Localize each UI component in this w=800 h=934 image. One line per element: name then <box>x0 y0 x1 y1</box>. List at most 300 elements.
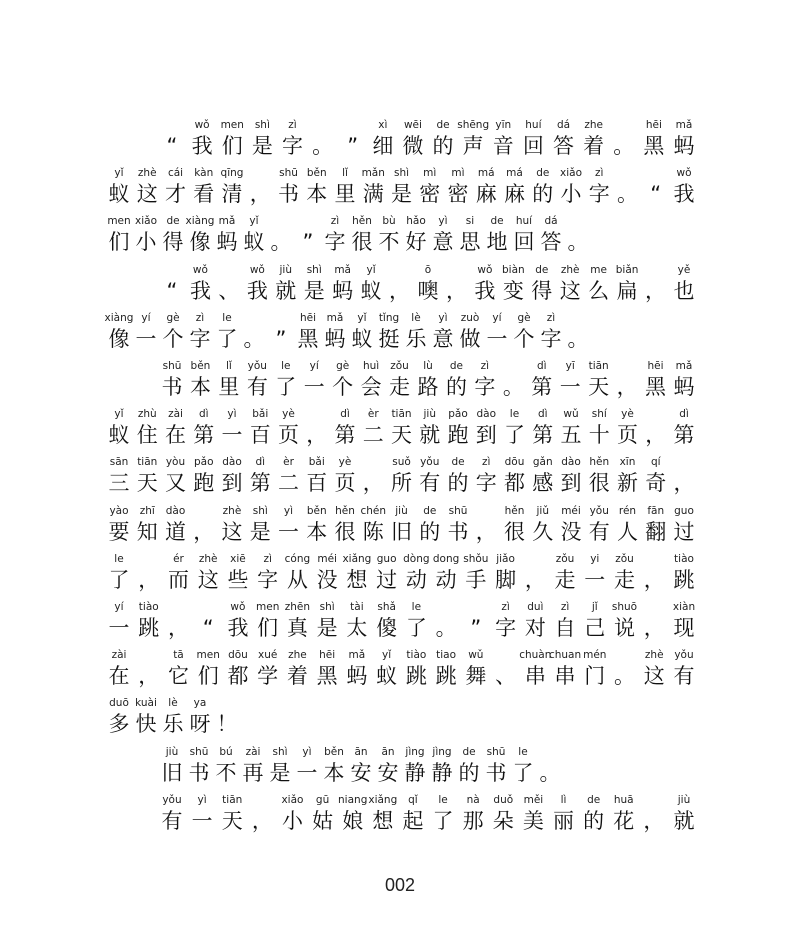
hanzi: “ <box>166 278 178 303</box>
pinyin: de <box>436 119 450 131</box>
pinyin: jiù <box>165 745 179 758</box>
hanzi: 看 <box>193 182 215 207</box>
pinyin: de <box>535 263 549 276</box>
hanzi: 了 <box>405 616 427 640</box>
hanzi: 想 <box>346 567 368 592</box>
hanzi: 十 <box>588 423 610 448</box>
text-line <box>0 504 800 552</box>
pinyin: shì <box>272 745 288 758</box>
hanzi: ， <box>645 278 667 303</box>
hanzi: 我 <box>673 182 695 207</box>
pinyin: hēi <box>647 360 664 372</box>
pinyin: èr <box>283 456 294 469</box>
hanzi: 跳 <box>435 664 457 689</box>
pinyin: gū <box>315 793 330 806</box>
pinyin: zài <box>111 649 127 662</box>
pinyin: shì <box>306 263 322 276</box>
pinyin: zǒu <box>615 552 634 565</box>
pinyin: dào <box>165 504 186 517</box>
pinyin: rén <box>618 504 637 517</box>
hanzi: 蚂 <box>324 326 346 351</box>
pinyin: zhè <box>137 167 157 180</box>
hanzi: 我 <box>189 278 211 303</box>
pinyin: xiàng <box>104 311 134 324</box>
pinyin: bǎi <box>308 456 325 469</box>
pinyin: měi <box>523 793 544 806</box>
text-line <box>0 696 800 744</box>
hanzi: 旧 <box>391 519 412 544</box>
hanzi: 住 <box>136 423 158 448</box>
hanzi: 一 <box>296 760 318 785</box>
hanzi: 。 <box>614 664 636 689</box>
pinyin: zì <box>330 215 340 228</box>
hanzi: 奇 <box>645 471 667 496</box>
hanzi: ， <box>524 567 546 592</box>
pinyin: dì <box>340 408 350 421</box>
hanzi: 天 <box>136 471 158 496</box>
hanzi: 页 <box>278 423 299 448</box>
hanzi: “ <box>650 182 662 207</box>
pinyin: xiàn <box>672 601 696 613</box>
hanzi: 了 <box>512 760 534 785</box>
hanzi: 、 <box>218 278 240 303</box>
pinyin: jiù <box>395 504 408 517</box>
pinyin: lì <box>560 793 567 806</box>
pinyin: yì <box>197 793 207 806</box>
hanzi: 书 <box>188 760 210 785</box>
hanzi: 本 <box>189 375 211 399</box>
pinyin: dá <box>544 215 558 228</box>
hanzi: 里 <box>334 182 356 207</box>
hanzi: 第 <box>334 423 356 448</box>
hanzi: 天 <box>588 375 610 399</box>
pinyin: duō <box>109 697 129 710</box>
hanzi: 满 <box>362 182 384 207</box>
pinyin: dì <box>198 408 209 421</box>
pinyin: xīn <box>619 456 636 469</box>
pinyin: zì <box>560 601 570 613</box>
pinyin: zì <box>195 311 205 324</box>
pinyin: tǐng <box>378 311 400 324</box>
hanzi: 起 <box>402 808 424 833</box>
hanzi: ， <box>445 278 467 303</box>
pinyin: yǒu <box>162 793 182 806</box>
hanzi: 二 <box>362 423 384 448</box>
hanzi: 一 <box>303 375 325 399</box>
pinyin: lù <box>423 360 433 372</box>
hanzi: 第 <box>249 471 271 496</box>
hanzi: 麻 <box>475 182 497 207</box>
pinyin: yě <box>677 263 691 276</box>
hanzi: 学 <box>257 664 279 689</box>
hanzi: 蚂 <box>673 134 695 158</box>
hanzi: 书 <box>278 182 299 207</box>
hanzi: 都 <box>504 471 525 496</box>
pinyin: yì <box>438 311 448 324</box>
pinyin: ō <box>424 263 432 276</box>
hanzi: 思 <box>459 230 481 255</box>
pinyin: yǒu <box>420 456 440 469</box>
pinyin: yīn <box>495 119 512 131</box>
pinyin: tiào <box>674 552 694 565</box>
hanzi: 乐 <box>405 326 427 351</box>
punctuation-mark <box>528 311 628 353</box>
hanzi: 我 <box>474 278 496 303</box>
hanzi: 五 <box>560 423 582 448</box>
hanzi: 第 <box>193 423 215 448</box>
hanzi: 里 <box>218 375 240 399</box>
hanzi: 在 <box>108 664 130 689</box>
hanzi-with-pinyin <box>634 166 734 208</box>
hanzi: 那 <box>462 808 484 833</box>
pinyin: dào <box>476 408 497 421</box>
pinyin: tiān <box>222 793 243 806</box>
hanzi: 就 <box>419 423 441 448</box>
pinyin: yǐ <box>366 263 376 276</box>
pinyin: dì <box>255 456 266 469</box>
pinyin: dòng <box>403 552 430 565</box>
hanzi: 有 <box>673 664 695 689</box>
text-line <box>0 793 800 841</box>
pinyin: zhe <box>288 649 307 662</box>
punctuation-mark <box>177 696 277 738</box>
hanzi: 了 <box>108 567 130 592</box>
pinyin: jiù <box>279 263 293 276</box>
pinyin: tiān <box>588 360 609 372</box>
pinyin: zhù <box>137 408 157 421</box>
pinyin: yí <box>114 601 124 613</box>
hanzi: 快 <box>135 712 157 737</box>
hanzi: 在 <box>165 423 186 448</box>
hanzi: 变 <box>502 278 524 303</box>
hanzi: 这 <box>643 664 665 689</box>
pinyin: jiù <box>677 793 691 806</box>
hanzi: 静 <box>404 760 426 785</box>
hanzi: 也 <box>673 278 695 303</box>
pinyin: qīng <box>220 167 244 180</box>
pinyin: méi <box>317 552 337 565</box>
pinyin: wǔ <box>468 649 484 662</box>
hanzi: 本 <box>306 519 328 544</box>
hanzi: 一 <box>191 808 213 833</box>
hanzi: ” <box>275 326 287 351</box>
hanzi: 丽 <box>553 808 575 833</box>
pinyin: dào <box>222 456 242 469</box>
pinyin: duì <box>527 601 544 613</box>
hanzi: 百 <box>249 423 271 448</box>
hanzi: 们 <box>108 230 130 255</box>
hanzi: 跳 <box>138 616 160 640</box>
hanzi: 黑 <box>316 664 338 689</box>
hanzi: 蚁 <box>108 423 130 448</box>
pinyin: hǎo <box>406 215 426 228</box>
hanzi: 一 <box>584 567 606 592</box>
hanzi: 密 <box>419 182 441 207</box>
pinyin: de <box>462 745 476 758</box>
hanzi: 很 <box>351 230 373 255</box>
pinyin: duǒ <box>493 793 514 806</box>
hanzi: 好 <box>405 230 427 255</box>
pinyin: zǒu <box>555 552 575 565</box>
hanzi: 得 <box>162 230 184 255</box>
hanzi: 小 <box>135 230 157 255</box>
hanzi: 到 <box>560 471 582 496</box>
pinyin <box>500 745 600 759</box>
hanzi: 太 <box>346 616 368 640</box>
pinyin: zì <box>480 360 490 372</box>
hanzi: 人 <box>617 519 638 544</box>
pinyin: men <box>107 215 131 228</box>
pinyin: mì <box>423 167 437 180</box>
pinyin: men <box>220 119 244 131</box>
text-line <box>0 118 800 166</box>
hanzi: 一 <box>108 616 130 640</box>
hanzi: ， <box>193 519 215 544</box>
hanzi: 天 <box>391 423 412 448</box>
hanzi: 细 <box>372 134 394 158</box>
hanzi: 第 <box>532 423 554 448</box>
hanzi: 答 <box>553 134 575 158</box>
pinyin: de <box>490 215 504 228</box>
pinyin: pǎo <box>448 408 468 421</box>
pinyin: yè <box>621 408 634 421</box>
hanzi-with-pinyin <box>634 600 734 642</box>
pinyin: qǐ <box>408 793 418 806</box>
pinyin: mǎ <box>675 119 693 131</box>
pinyin: biǎn <box>615 263 639 276</box>
pinyin: zhēn <box>284 601 311 613</box>
hanzi: 没 <box>560 519 582 544</box>
pinyin: shū <box>189 745 209 758</box>
pinyin: zài <box>245 745 261 758</box>
hanzi-with-pinyin <box>634 504 734 546</box>
hanzi: 了 <box>504 423 525 448</box>
hanzi: 做 <box>459 326 481 351</box>
pinyin: yì <box>283 504 294 517</box>
hanzi: 有 <box>161 808 183 833</box>
page-number: 002 <box>384 875 416 895</box>
pinyin: bú <box>219 745 233 758</box>
pinyin: yí <box>141 311 151 324</box>
pinyin: shū <box>162 360 182 372</box>
pinyin: zhè <box>198 552 218 565</box>
hanzi: 这 <box>136 182 158 207</box>
hanzi: 陈 <box>362 519 384 544</box>
pinyin: yǐ <box>114 408 124 421</box>
text-line <box>0 166 800 214</box>
pinyin: lè <box>411 311 421 324</box>
hanzi: 动 <box>435 567 457 592</box>
pinyin: běn <box>306 167 327 180</box>
hanzi: ， <box>645 423 667 448</box>
hanzi: 花 <box>613 808 635 833</box>
hanzi: 书 <box>161 375 183 399</box>
hanzi: ， <box>138 664 160 689</box>
pinyin: yǐ <box>382 649 392 662</box>
hanzi: 字 <box>588 182 610 207</box>
pinyin: guo <box>674 504 694 517</box>
text-line <box>0 263 800 311</box>
pinyin: shū <box>279 167 298 180</box>
hanzi: 美 <box>522 808 544 833</box>
hanzi: 到 <box>475 423 497 448</box>
pinyin: wǔ <box>563 408 579 421</box>
hanzi: 久 <box>532 519 554 544</box>
hanzi: 自 <box>554 616 576 640</box>
pinyin: kuài <box>135 697 157 710</box>
pinyin: yì <box>227 408 237 421</box>
hanzi: 的 <box>458 760 480 785</box>
hanzi: 们 <box>221 134 243 158</box>
hanzi: 个 <box>162 326 184 351</box>
hanzi: 到 <box>221 471 243 496</box>
pinyin: tā <box>173 649 184 662</box>
pinyin: zì <box>595 167 604 180</box>
hanzi: ， <box>362 471 384 496</box>
pinyin: zuò <box>460 311 480 324</box>
pinyin: chuan <box>548 649 582 662</box>
pinyin: de <box>536 167 550 180</box>
hanzi-with-pinyin <box>634 648 734 690</box>
hanzi-with-pinyin <box>634 793 734 835</box>
hanzi: 它 <box>167 664 189 689</box>
hanzi: ， <box>643 808 665 833</box>
pinyin: yào <box>109 504 129 517</box>
pinyin: jiǎo <box>496 552 515 565</box>
hanzi: 天 <box>221 808 243 833</box>
pinyin: yì <box>438 215 448 228</box>
pinyin: zhī <box>139 504 155 517</box>
pinyin: zì <box>482 456 491 469</box>
hanzi: 挺 <box>378 326 400 351</box>
pinyin: le <box>281 360 291 372</box>
hanzi: 脚 <box>495 567 517 592</box>
pinyin: běn <box>306 504 327 517</box>
pinyin: suǒ <box>392 456 411 469</box>
hanzi: ” <box>347 134 359 158</box>
hanzi: 路 <box>417 375 439 399</box>
pinyin: ān <box>381 745 395 758</box>
hanzi: 蚂 <box>673 375 695 399</box>
hanzi: 会 <box>360 375 382 399</box>
hanzi: 安 <box>377 760 399 785</box>
pinyin: hēi <box>645 119 662 131</box>
pinyin: tiào <box>406 649 427 662</box>
hanzi: 蚁 <box>376 664 398 689</box>
hanzi: 黑 <box>297 326 319 351</box>
hanzi: ， <box>306 423 328 448</box>
hanzi: 是 <box>303 278 325 303</box>
hanzi: 再 <box>242 760 264 785</box>
pinyin: de <box>587 793 601 806</box>
hanzi: 姑 <box>312 808 334 833</box>
pinyin: pǎo <box>193 456 214 469</box>
hanzi: 字 <box>281 134 303 158</box>
pinyin: wǒ <box>194 119 210 131</box>
hanzi: 字 <box>475 471 497 496</box>
hanzi: 第 <box>531 375 553 399</box>
pinyin: wǒ <box>192 263 208 276</box>
hanzi: ， <box>389 278 411 303</box>
pinyin: shǒu <box>463 552 489 565</box>
hanzi: 安 <box>350 760 372 785</box>
hanzi: 多 <box>108 712 130 737</box>
text-line <box>0 552 800 600</box>
pinyin: gè <box>166 311 180 324</box>
pinyin: men <box>256 601 280 613</box>
pinyin: biàn <box>501 263 525 276</box>
pinyin: de <box>449 360 463 372</box>
pinyin: gè <box>517 311 531 324</box>
pinyin: jiǔ <box>536 504 549 517</box>
text-line <box>0 407 800 455</box>
pinyin: dong <box>432 552 460 565</box>
hanzi: “ <box>202 616 214 640</box>
hanzi: 书 <box>447 519 469 544</box>
pinyin: méi <box>561 504 581 517</box>
hanzi: 跑 <box>193 471 215 496</box>
pinyin: yī <box>565 360 575 372</box>
pinyin: jǐ <box>591 601 598 613</box>
hanzi: 这 <box>197 567 219 592</box>
pinyin: xiǎng <box>342 552 372 565</box>
pinyin: yì <box>302 745 312 758</box>
pinyin: yǒu <box>674 649 694 662</box>
pinyin: wǒ <box>249 263 265 276</box>
hanzi: 一 <box>278 519 299 544</box>
hanzi: 很 <box>504 519 525 544</box>
hanzi: 了 <box>275 375 297 399</box>
hanzi: 。 <box>243 326 265 351</box>
hanzi: 们 <box>197 664 219 689</box>
pinyin: zì <box>288 119 297 131</box>
pinyin: tiān <box>137 456 158 469</box>
hanzi: ， <box>673 471 695 496</box>
hanzi: 乐 <box>162 712 184 737</box>
text-line <box>0 214 800 262</box>
pinyin: má <box>506 167 523 180</box>
hanzi: ， <box>251 808 273 833</box>
hanzi: 么 <box>588 278 610 303</box>
pinyin: zì <box>546 311 556 324</box>
hanzi: 才 <box>165 182 186 207</box>
hanzi: 蚁 <box>351 326 373 351</box>
hanzi: 我 <box>227 616 249 640</box>
pinyin: xiǎo <box>281 793 304 806</box>
hanzi: ， <box>643 616 665 640</box>
hanzi: 小 <box>281 808 303 833</box>
hanzi: 有 <box>246 375 268 399</box>
hanzi: 不 <box>215 760 237 785</box>
hanzi: 着 <box>583 134 605 158</box>
hanzi: 像 <box>108 326 130 351</box>
pinyin: xiǎo <box>560 167 582 180</box>
pinyin: yǐ <box>114 167 124 180</box>
pinyin: yè <box>282 408 295 421</box>
hanzi: 是 <box>269 760 291 785</box>
hanzi: 要 <box>108 519 130 544</box>
hanzi: 们 <box>257 616 279 640</box>
hanzi: 音 <box>492 134 514 158</box>
hanzi: 有 <box>588 519 610 544</box>
hanzi: 很 <box>588 471 610 496</box>
hanzi: 的 <box>432 134 454 158</box>
hanzi: 。 <box>502 375 524 399</box>
punctuation-mark <box>528 214 628 256</box>
hanzi: “ <box>166 134 178 158</box>
pinyin: shì <box>252 504 268 517</box>
pinyin: le <box>114 552 124 565</box>
